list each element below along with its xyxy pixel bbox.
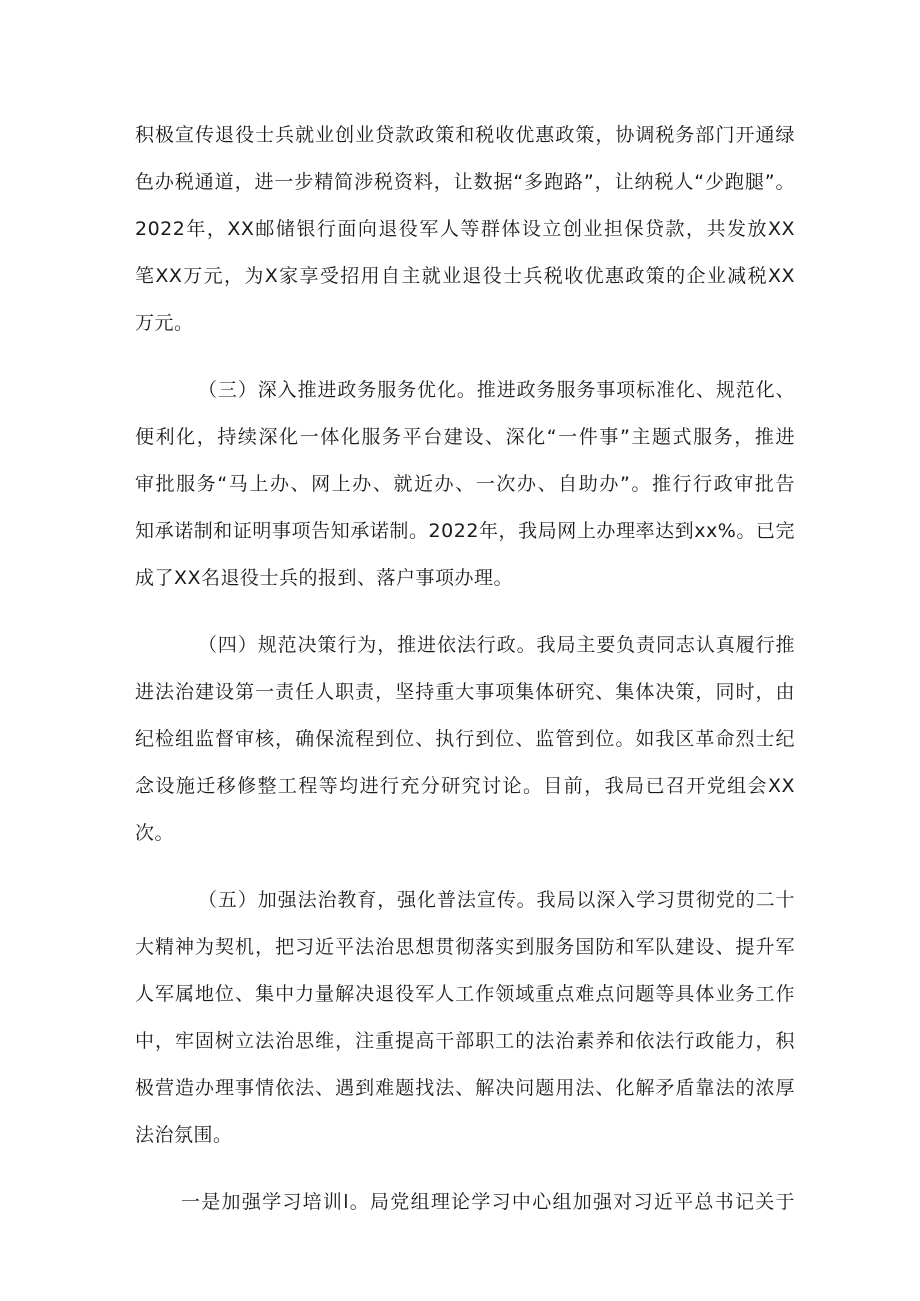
paragraph-line: 便利化，持续深化一体化服务平台建设、深化“一件事”主题式服务，推进 xyxy=(135,426,795,448)
document-body xyxy=(135,112,795,1226)
paragraph-line: 人军属地位、集中力量解决退役军人工作领域重点难点问题等具体业务工作 xyxy=(135,983,795,1005)
paragraph-line: 极营造办理事情依法、遇到难题找法、解决问题用法、化解矛盾靠法的浓厚 xyxy=(135,1077,795,1099)
paragraph-line: 积极宣传退役士兵就业创业贷款政策和税收优惠政策，协调税务部门开通绿 xyxy=(135,124,795,146)
paragraph-line: 色办税通道，进一步精简涉税资料，让数据“多跑路”，让纳税人“少跑腿”。 xyxy=(135,171,795,193)
paragraph-line: 法治氛围。 xyxy=(135,1124,233,1146)
paragraph-line: （五）加强法治教育，强化普法宣传。我局以深入学习贯彻党的二十 xyxy=(198,889,795,911)
paragraph-line: 知承诺制和证明事项告知承诺制。2022年，我局网上办理率达到xx%。已完 xyxy=(135,520,795,542)
paragraph-line: 一是加强学习培训l。局党组理论学习中心组加强对习近平总书记关于 xyxy=(181,1191,795,1213)
paragraph-line: （三）深入推进政务服务优化。推进政务服务事项标准化、规范化、 xyxy=(198,379,795,401)
paragraph-line: 中，牢固树立法治思维，注重提高干部职工的法治素养和依法行政能力，积 xyxy=(135,1030,795,1052)
paragraph-line: 审批服务“马上办、网上办、就近办、一次办、自助办”。推行行政审批告 xyxy=(135,473,795,495)
paragraph-line: 笔XX万元，为X家享受招用自主就业退役士兵税收优惠政策的企业减税XX xyxy=(135,265,795,287)
paragraph-line: 万元。 xyxy=(135,312,194,334)
paragraph-line: 大精神为契机，把习近平法治思想贯彻落实到服务国防和军队建设、提升军 xyxy=(135,936,795,958)
paragraph-line: 念设施迁移修整工程等均进行充分研究讨论。目前，我局已召开党组会XX xyxy=(135,775,795,797)
paragraph-line: （四）规范决策行为，推进依法行政。我局主要负责同志认真履行推 xyxy=(198,634,795,656)
paragraph-line: 次。 xyxy=(135,822,175,844)
paragraph-line: 进法治建设第一责任人职责，坚持重大事项集体研究、集体决策，同时，由 xyxy=(135,681,795,703)
paragraph-line: 成了XX名退役士兵的报到、落户事项办理。 xyxy=(135,567,514,589)
paragraph-line: 2022年，XX邮储银行面向退役军人等群体设立创业担保贷款，共发放XX xyxy=(135,218,795,240)
paragraph-line: 纪检组监督审核，确保流程到位、执行到位、监管到位。如我区革命烈士纪 xyxy=(135,728,795,750)
